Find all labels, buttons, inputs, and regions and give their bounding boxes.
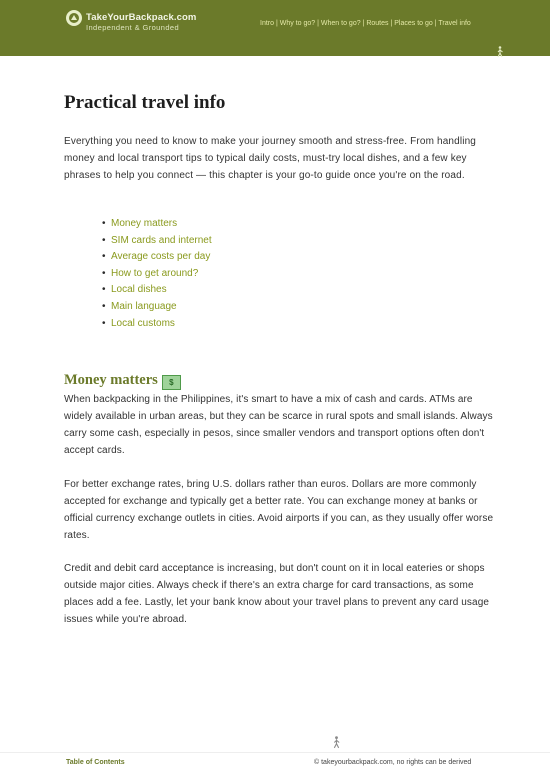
toc-link-main-language[interactable]: Main language — [111, 300, 177, 312]
nav-separator: | — [390, 20, 393, 27]
list-item: • Local dishes — [102, 284, 167, 296]
toc-link-get-around[interactable]: How to get around? — [111, 267, 199, 279]
intro-paragraph: Everything you need to know to make your journey smooth and stress-free. From handling money and local transport tips to typical daily costs, must-try local dishes, and a few key phrases to help you connect — this chapter is your go-to guide once you're on the road. — [64, 136, 476, 181]
header-bar — [0, 0, 550, 56]
list-item: • SIM cards and internet — [102, 234, 212, 246]
section-heading — [64, 372, 181, 390]
brand-tagline: Independent & Grounded — [86, 23, 180, 32]
nav-item-places-to-go[interactable]: Places to go — [394, 20, 433, 27]
toc-link-local-dishes[interactable]: Local dishes — [111, 284, 167, 296]
nav-separator: | — [434, 20, 437, 27]
list-item: • Local customs — [102, 317, 175, 329]
toc-link-sim-cards[interactable]: SIM cards and internet — [111, 234, 212, 246]
nav-separator: | — [362, 20, 365, 27]
copyright-notice: © takeyourbackpack.com, no rights can be derived — [314, 759, 472, 766]
nav-item-intro[interactable]: Intro — [260, 20, 275, 27]
chapter-toc — [102, 216, 212, 332]
list-item: • Average costs per day — [102, 251, 211, 263]
table-of-contents-link[interactable]: Table of Contents — [66, 759, 125, 766]
money-paragraph-2: For better exchange rates, bring U.S. dollars rather than euros. Dollars are more commonly accepted for exchange and typically get a better rate. You can exchange money at banks or official currency exchange outlets in cities. Avoid airports if you can, as they usually offer worse rates. — [64, 479, 494, 541]
page-title: Practical travel info — [64, 92, 226, 113]
list-item: • How to get around? — [102, 267, 199, 279]
section-heading-text: Money matters — [64, 372, 158, 388]
brand — [86, 12, 196, 32]
logo-icon[interactable] — [66, 10, 82, 26]
nav-item-routes[interactable]: Routes — [366, 20, 389, 27]
nav-item-travel-info[interactable]: Travel info — [438, 20, 471, 27]
money-icon: $ — [162, 375, 181, 390]
toc-link-money-matters[interactable]: Money matters — [111, 218, 178, 229]
nav-item-why-to-go[interactable]: Why to go? — [279, 20, 316, 27]
money-paragraph-3: Credit and debit card acceptance is increasing, but don't count on it in local eateries or shops outside major cities. Always check if there's an extra charge for card transactions, as some places add a fee. Lastly, let your bank know about your travel plans to prevent any card usage issues while you're abroad. — [64, 563, 490, 625]
nav-item-when-to-go[interactable]: When to go? — [320, 20, 361, 27]
toc-link-average-costs[interactable]: Average costs per day — [111, 251, 211, 263]
brand-name[interactable]: TakeYourBackpack.com — [86, 12, 197, 23]
hiker-icon — [332, 736, 341, 749]
hiker-icon — [496, 46, 504, 58]
nav-separator: | — [275, 20, 278, 27]
money-paragraph-1: When backpacking in the Philippines, it's smart to have a mix of cash and cards. ATMs are widely available in urban areas, but they can be scarce in rural spots and small islands. Always carry some cash, especially in pesos, since smaller vendors and transport options often don't accept cards. — [64, 394, 493, 456]
list-item: • Money matters — [102, 218, 178, 229]
top-nav — [260, 20, 471, 27]
footer-divider — [0, 752, 550, 753]
nav-separator: | — [317, 20, 319, 27]
toc-link-local-customs[interactable]: Local customs — [111, 317, 175, 329]
list-item: • Main language — [102, 300, 177, 312]
